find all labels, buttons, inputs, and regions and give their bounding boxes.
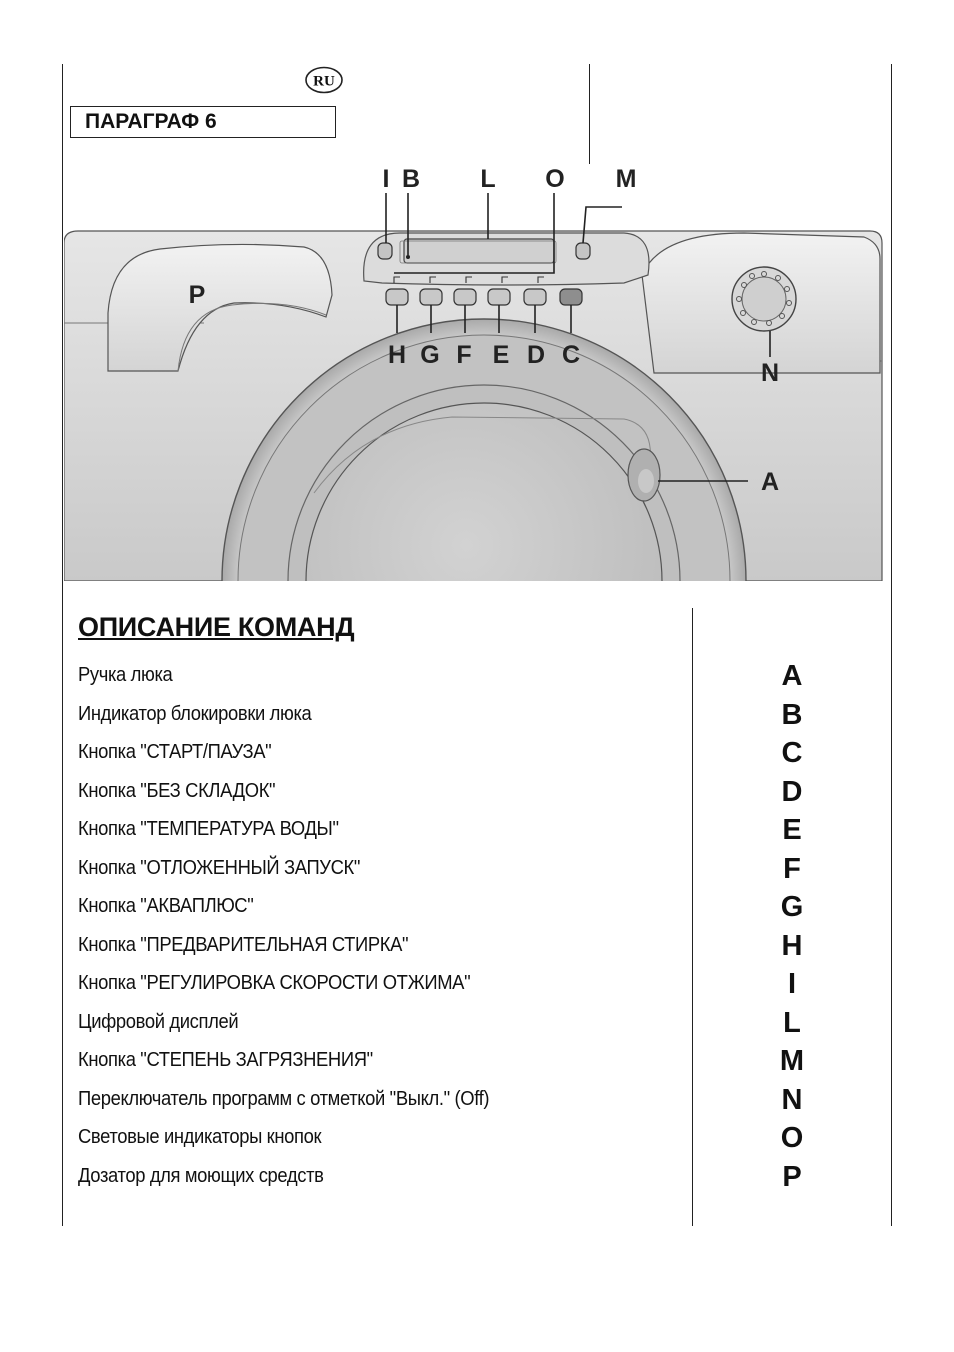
washing-machine-diagram [64, 163, 884, 581]
callout-g: G [420, 341, 440, 369]
item-letter: N [781, 1083, 803, 1116]
callout-c: C [561, 341, 581, 369]
item-letter: C [781, 737, 803, 769]
item-description: Кнопка "СТАРТ/ПАУЗА" [78, 741, 272, 763]
list-item [0, 814, 954, 852]
language-badge-icon [304, 66, 344, 94]
item-letter: H [781, 929, 803, 962]
item-description: Световые индикаторы кнопок [78, 1126, 322, 1148]
callout-o: O [545, 165, 565, 193]
item-letter: I [787, 968, 797, 1000]
list-item [0, 1084, 954, 1122]
list-item [0, 930, 954, 968]
list-item [0, 1045, 954, 1083]
item-letter: O [780, 1122, 804, 1154]
callout-a: A [760, 468, 780, 496]
item-letter: G [780, 891, 804, 923]
item-letter: L [783, 1006, 801, 1039]
callout-m: M [615, 165, 637, 193]
list-item [0, 737, 954, 775]
list-item [0, 1161, 954, 1199]
item-description: Индикатор блокировки люка [78, 702, 312, 725]
item-letter: B [781, 698, 803, 731]
callout-d: D [526, 341, 546, 369]
language-badge-text: RU [313, 73, 335, 90]
item-description: Цифровой дисплей [78, 1010, 239, 1033]
item-description: Кнопка "АКВАПЛЮС" [78, 895, 254, 917]
item-letter: P [782, 1160, 802, 1193]
list-item [0, 699, 954, 737]
callout-b: B [401, 165, 421, 193]
paragraph-label: ПАРАГРАФ 6 [70, 106, 336, 138]
item-description: Кнопка "ОТЛОЖЕННЫЙ ЗАПУСК" [78, 856, 361, 879]
item-description: Кнопка "ПРЕДВАРИТЕЛЬНАЯ СТИРКА" [78, 933, 409, 956]
section-title: ОПИСАНИЕ КОМАНД [78, 612, 355, 642]
callout-i: I [382, 165, 390, 193]
top-divider-line [589, 64, 590, 164]
list-item [0, 853, 954, 891]
list-item [0, 1007, 954, 1045]
list-item [0, 968, 954, 1006]
item-letter: M [779, 1045, 805, 1077]
item-description: Дозатор для моющих средств [78, 1164, 324, 1187]
item-description: Кнопка "СТЕПЕНЬ ЗАГРЯЗНЕНИЯ" [78, 1049, 373, 1071]
list-item [0, 1122, 954, 1160]
item-letter: E [782, 814, 802, 846]
item-letter: F [783, 852, 801, 885]
item-description: Кнопка "ТЕМПЕРАТУРА ВОДЫ" [78, 818, 339, 840]
list-item [0, 660, 954, 698]
callout-f: F [456, 341, 472, 369]
callout-l: L [480, 165, 496, 193]
list-item [0, 776, 954, 814]
callout-e: E [492, 341, 510, 369]
callout-p: P [188, 281, 206, 309]
item-description: Кнопка "БЕЗ СКЛАДОК" [78, 779, 276, 802]
item-description: Ручка люка [78, 664, 173, 686]
callout-n: N [760, 359, 780, 387]
item-letter: A [781, 660, 803, 692]
item-description: Кнопка "РЕГУЛИРОВКА СКОРОСТИ ОТЖИМА" [78, 972, 471, 994]
list-item [0, 891, 954, 929]
item-description: Переключатель программ с отметкой "Выкл." (Off) [78, 1087, 490, 1110]
item-letter: D [781, 775, 803, 808]
callout-h: H [387, 341, 407, 369]
